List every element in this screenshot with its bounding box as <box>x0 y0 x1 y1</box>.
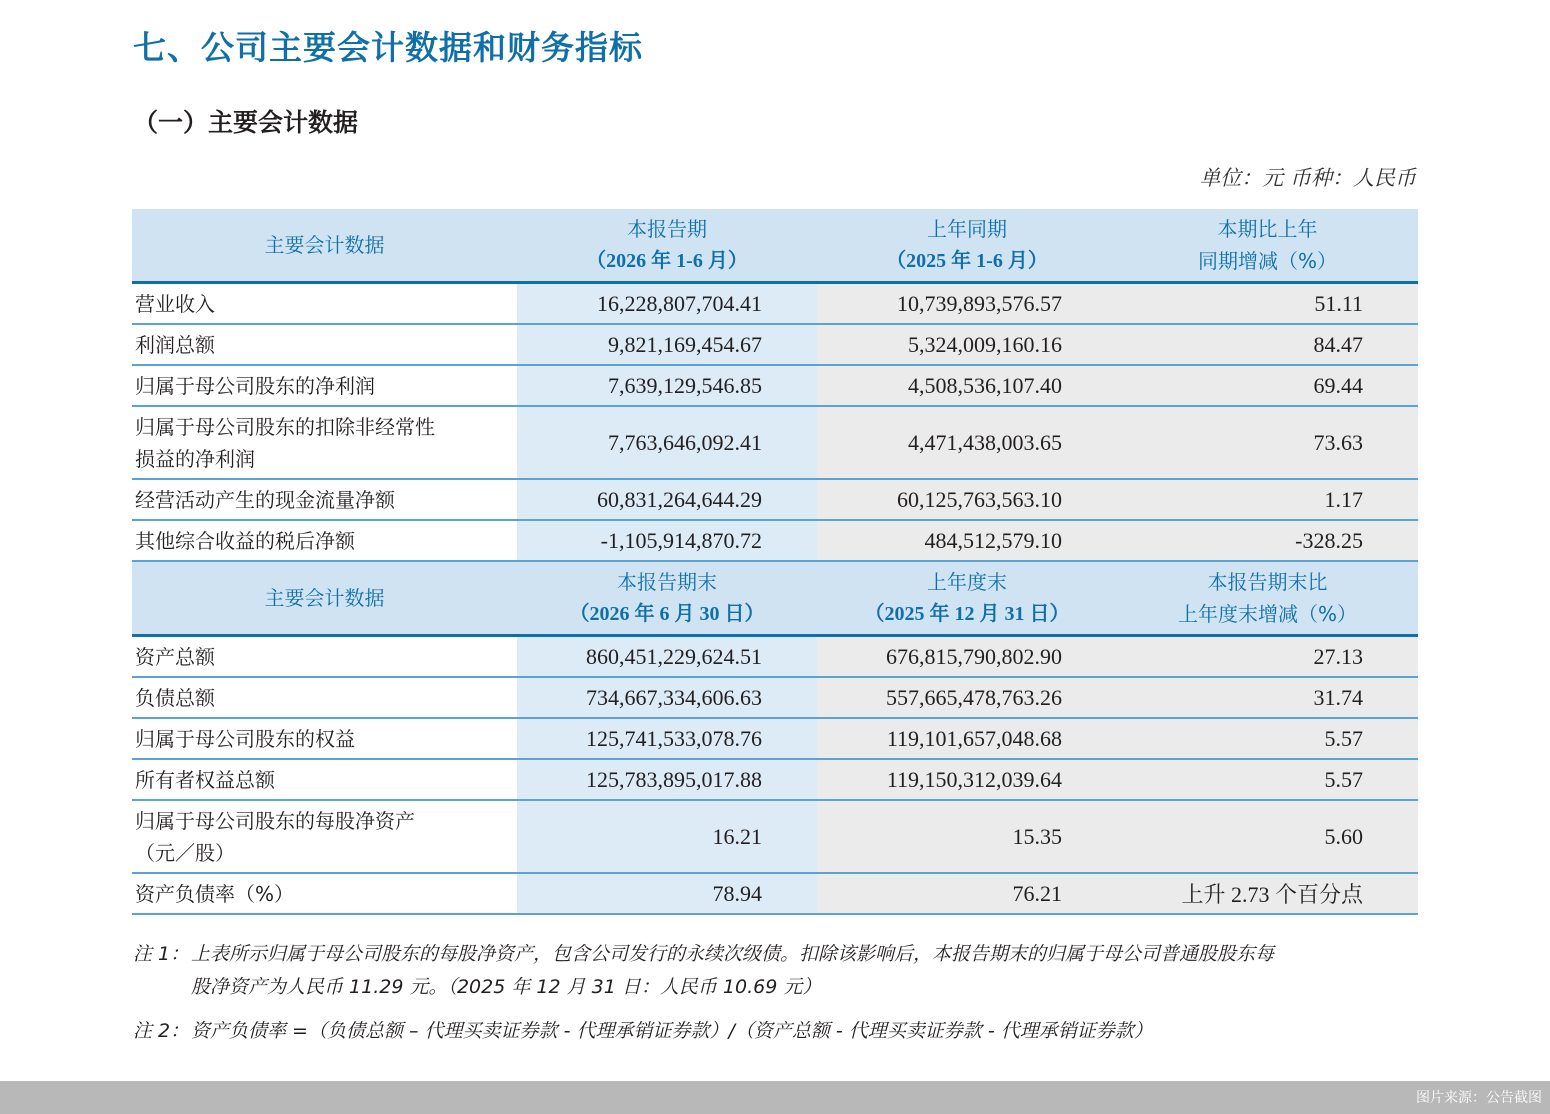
note-1-line2: 股净资产为人民币 11.29 元。（2025 年 12 月 31 日：人民币 10.69 元） <box>191 976 822 998</box>
table-row <box>132 718 1418 759</box>
table-row <box>132 677 1418 718</box>
table-row <box>132 873 1418 914</box>
table2-header-row <box>132 561 1418 636</box>
prior-value: 119,101,657,048.68 <box>817 718 1117 759</box>
row-label: 归属于母公司股东的每股净资产 （元／股） <box>132 800 517 873</box>
prior-value: 484,512,579.10 <box>817 520 1117 561</box>
current-value: 734,667,334,606.63 <box>517 677 817 718</box>
prior-value: 676,815,790,802.90 <box>817 636 1117 678</box>
current-value: 16.21 <box>517 800 817 873</box>
footnotes <box>133 938 1423 1048</box>
prior-value: 60,125,763,563.10 <box>817 479 1117 520</box>
note-2 <box>133 1015 1423 1048</box>
note-2-text: 资产负债率 =（负债总额 – 代理买卖证券款 - 代理承销证券款）/（资产总额 - 代理买卖证券款 - 代理承销证券款） <box>191 1020 1153 1042</box>
current-value: 16,228,807,704.41 <box>517 283 817 325</box>
current-value: -1,105,914,870.72 <box>517 520 817 561</box>
note-2-tag: 注 2： <box>133 1020 190 1042</box>
note-1 <box>133 938 1423 1004</box>
source-caption: 图片来源：公告截图 <box>1416 1090 1542 1106</box>
table1-header-col4: 本期比上年 同期增减（%） <box>1117 209 1418 283</box>
table-row <box>132 520 1418 561</box>
table-row <box>132 283 1418 325</box>
prior-value: 10,739,893,576.57 <box>817 283 1117 325</box>
accounting-data-table <box>132 209 1418 915</box>
change-value: -328.25 <box>1117 520 1418 561</box>
current-value: 7,639,129,546.85 <box>517 365 817 406</box>
change-value: 5.60 <box>1117 800 1418 873</box>
row-label: 归属于母公司股东的权益 <box>132 718 517 759</box>
table1-header-col1: 主要会计数据 <box>132 209 517 283</box>
current-value: 9,821,169,454.67 <box>517 324 817 365</box>
current-value: 7,763,646,092.41 <box>517 406 817 479</box>
row-label: 资产总额 <box>132 636 517 678</box>
table1-header-col2: 本报告期 （2026 年 1-6 月） <box>517 209 817 283</box>
table2-header-col4: 本报告期末比 上年度末增减（%） <box>1117 561 1418 636</box>
table2-header-col2: 本报告期末 （2026 年 6 月 30 日） <box>517 561 817 636</box>
table-row <box>132 479 1418 520</box>
prior-value: 15.35 <box>817 800 1117 873</box>
note-1-tag: 注 1： <box>133 943 190 965</box>
table1-header-row <box>132 209 1418 283</box>
table-row <box>132 324 1418 365</box>
table-row <box>132 759 1418 800</box>
current-value: 60,831,264,644.29 <box>517 479 817 520</box>
row-label: 经营活动产生的现金流量净额 <box>132 479 517 520</box>
subsection-title: （一）主要会计数据 <box>133 108 359 137</box>
change-value: 5.57 <box>1117 759 1418 800</box>
section-title: 七、公司主要会计数据和财务指标 <box>133 28 643 67</box>
change-value: 69.44 <box>1117 365 1418 406</box>
current-value: 125,783,895,017.88 <box>517 759 817 800</box>
change-value: 27.13 <box>1117 636 1418 678</box>
row-label: 归属于母公司股东的净利润 <box>132 365 517 406</box>
prior-value: 4,471,438,003.65 <box>817 406 1117 479</box>
row-label: 归属于母公司股东的扣除非经常性 损益的净利润 <box>132 406 517 479</box>
change-value: 84.47 <box>1117 324 1418 365</box>
row-label: 其他综合收益的税后净额 <box>132 520 517 561</box>
prior-value: 119,150,312,039.64 <box>817 759 1117 800</box>
table-row <box>132 800 1418 873</box>
current-value: 860,451,229,624.51 <box>517 636 817 678</box>
row-label: 负债总额 <box>132 677 517 718</box>
current-value: 125,741,533,078.76 <box>517 718 817 759</box>
table2-header-col3: 上年度末 （2025 年 12 月 31 日） <box>817 561 1117 636</box>
change-value: 5.57 <box>1117 718 1418 759</box>
row-label: 利润总额 <box>132 324 517 365</box>
prior-value: 76.21 <box>817 873 1117 914</box>
row-label: 所有者权益总额 <box>132 759 517 800</box>
row-label: 资产负债率（%） <box>132 873 517 914</box>
change-value: 上升 2.73 个百分点 <box>1117 873 1418 914</box>
prior-value: 4,508,536,107.40 <box>817 365 1117 406</box>
table2-header-col1: 主要会计数据 <box>132 561 517 636</box>
table-row <box>132 365 1418 406</box>
table-row <box>132 406 1418 479</box>
change-value: 73.63 <box>1117 406 1418 479</box>
change-value: 31.74 <box>1117 677 1418 718</box>
table1-header-col3: 上年同期 （2025 年 1-6 月） <box>817 209 1117 283</box>
unit-label: 单位：元 币种：人民币 <box>1199 166 1416 190</box>
prior-value: 5,324,009,160.16 <box>817 324 1117 365</box>
change-value: 51.11 <box>1117 283 1418 325</box>
change-value: 1.17 <box>1117 479 1418 520</box>
note-1-line1: 上表所示归属于母公司股东的每股净资产，包含公司发行的永续次级债。扣除该影响后，本报告期末的归属于母公司普通股股东每 <box>191 943 1275 965</box>
prior-value: 557,665,478,763.26 <box>817 677 1117 718</box>
table-row <box>132 636 1418 678</box>
current-value: 78.94 <box>517 873 817 914</box>
source-bar <box>0 1081 1550 1114</box>
row-label: 营业收入 <box>132 283 517 325</box>
